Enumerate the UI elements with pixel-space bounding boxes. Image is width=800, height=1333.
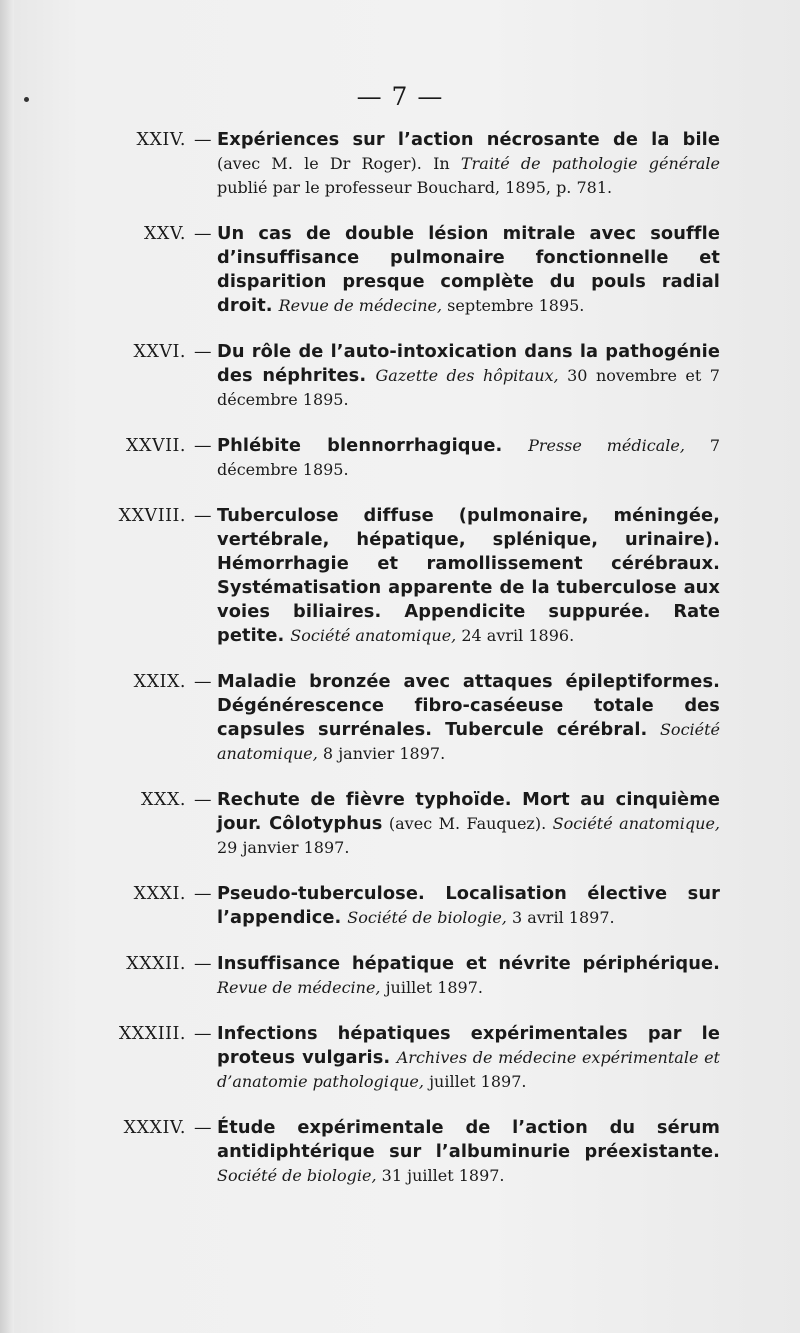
- entry-content: [217, 128, 720, 200]
- entry-content: [217, 1116, 720, 1188]
- entry-numeral: XXVII. —: [126, 436, 212, 456]
- entry-content: [217, 1022, 720, 1094]
- entry-numeral: XXV. —: [143, 224, 212, 244]
- entry-reference-suffix: 3 avril 1897.: [506, 908, 615, 927]
- entry-numeral: XXXIII. —: [118, 1024, 212, 1044]
- bibliography-list: [92, 128, 720, 1208]
- entry-journal: Société de biologie,: [217, 1166, 377, 1185]
- entry-reference-suffix: juillet 1897.: [423, 1072, 527, 1091]
- bibliography-entry: [92, 882, 720, 930]
- bibliography-entry: [92, 670, 720, 766]
- entry-journal: Société de biologie,: [347, 908, 507, 927]
- entry-reference-suffix: septembre 1895.: [442, 296, 585, 315]
- entry-reference-suffix: 29 janvier 1897.: [217, 838, 350, 857]
- entry-numeral: XXVI. —: [133, 342, 212, 362]
- entry-title: Un cas de double lésion mitrale avec souffle d’insuffisance pulmonaire fonctionnelle et disparition presque complète du pouls radial droit.: [217, 223, 720, 316]
- entry-numeral: XXVIII. —: [118, 506, 212, 526]
- entry-reference-suffix: publié par le professeur Bouchard, 1895, p. 781.: [217, 178, 613, 197]
- entry-numeral: XXIV. —: [136, 130, 212, 150]
- entry-reference-suffix: 7 décembre 1895.: [217, 436, 720, 479]
- bibliography-entry: [92, 1022, 720, 1094]
- entry-reference-suffix: 31 juillet 1897.: [376, 1166, 505, 1185]
- entry-title: Infections hépatiques expérimentales par le proteus vulgaris.: [217, 1023, 720, 1068]
- entry-title: Maladie bronzée avec attaques épileptiformes. Dégénérescence fibro-caséeuse totale des capsules surrénales. Tubercule cérébral.: [217, 671, 720, 740]
- entry-reference-suffix: 24 avril 1896.: [456, 626, 575, 645]
- entry-journal: Société anatomique,: [217, 720, 721, 763]
- bibliography-entry: [92, 340, 720, 412]
- entry-journal: Archives de médecine expérimentale et d’anatomie pathologique,: [217, 1048, 720, 1091]
- entry-title: Insuffisance hépatique et névrite périphérique.: [217, 953, 720, 974]
- entry-journal: Société anatomique,: [290, 626, 457, 645]
- entry-journal: Gazette des hôpitaux,: [375, 366, 559, 385]
- entry-numeral: XXXII. —: [126, 954, 212, 974]
- bibliography-entry: [92, 504, 720, 648]
- entry-numeral: XXIX. —: [133, 672, 212, 692]
- entry-numeral: XXXI. —: [133, 884, 212, 904]
- entry-reference-suffix: 30 novembre et 7 décembre 1895.: [217, 366, 720, 409]
- page-number: — 7 —: [356, 82, 444, 111]
- entry-content: [217, 340, 720, 412]
- entry-journal: Société anatomique,: [552, 814, 720, 833]
- entry-content: [217, 952, 720, 1000]
- entry-content: [217, 788, 720, 860]
- entry-title: Pseudo-tuberculose. Localisation élective sur l’appendice.: [217, 883, 720, 928]
- entry-title: Rechute de fièvre typhoïde. Mort au cinquième jour. Côlotyphus: [217, 789, 720, 834]
- bibliography-entry: [92, 222, 720, 318]
- entry-title: Expériences sur l’action nécrosante de la bile: [217, 129, 720, 150]
- entry-journal: Revue de médecine,: [278, 296, 443, 315]
- entry-title: Du rôle de l’auto-intoxication dans la pathogénie des néphrites.: [217, 341, 720, 386]
- entry-content: [217, 670, 720, 766]
- entry-content: [217, 222, 720, 318]
- entry-journal: Presse médicale,: [528, 436, 685, 455]
- entry-numeral: XXX. —: [141, 790, 212, 810]
- bibliography-entry: [92, 1116, 720, 1188]
- entry-title: Phlébite blennorrhagique.: [217, 435, 503, 456]
- bibliography-entry: [92, 952, 720, 1000]
- entry-title: Étude expérimentale de l’action du sérum antidiphtérique sur l’albuminurie préexistante.: [217, 1117, 720, 1162]
- bibliography-entry: [92, 788, 720, 860]
- entry-journal: Traité de pathologie générale: [460, 154, 720, 173]
- entry-reference-prefix: (avec M. le Dr Roger). In: [217, 154, 461, 173]
- entry-content: [217, 434, 720, 482]
- bibliography-entry: [92, 434, 720, 482]
- entry-reference-prefix: (avec M. Fauquez).: [382, 814, 553, 833]
- entry-reference-suffix: 8 janvier 1897.: [317, 744, 446, 763]
- entry-journal: Revue de médecine,: [217, 978, 381, 997]
- entry-reference-suffix: juillet 1897.: [380, 978, 483, 997]
- page-gutter: [0, 0, 14, 1333]
- entry-title: Tuberculose diffuse (pulmonaire, méningée, vertébrale, hépatique, splénique, urinaire). Hémorrhagie et ramollissement cérébraux. Systématisation apparente de la tuberculose aux voies biliaires. Appendicite suppurée. Rate petite.: [217, 505, 720, 646]
- entry-content: [217, 504, 720, 648]
- entry-content: [217, 882, 720, 930]
- bibliography-entry: [92, 128, 720, 200]
- entry-numeral: XXXIV. —: [123, 1118, 212, 1138]
